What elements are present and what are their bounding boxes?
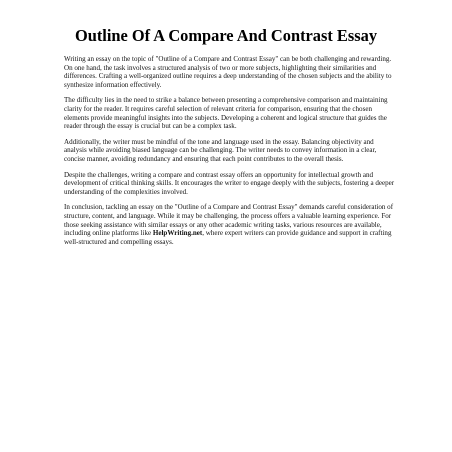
paragraph-tone: Additionally, the writer must be mindful of the tone and language used in the essay. Balancing objectivity and analysis while avoiding biased language can be challenging. The writer needs to convey information in a clear, concise manner, avoiding redundancy and ensuring that each point contributes to the overall thesis. <box>64 137 377 163</box>
paragraph-difficulty: The difficulty lies in the need to strike a balance between presenting a comprehensive comparison and maintaining clarity for the reader. It requires careful selection of relevant criteria for comparison, ensuring that the chosen elements provide meaningful insights into the subjects. Developing a coherent and logical structure that guides the reader through the essay is crucial but can be a complex task. <box>64 96 388 131</box>
conclusion-text-end: , where expert writers can provide guidance and support in crafting well-structured and compelling essays. <box>64 229 392 246</box>
conclusion-text-start: In conclusion, tackling an essay on the "Outline of a Compare and Contrast Essay" demands careful consideration of structure, content, and language. While it may be challenging, the process offers a valuable learning experience. For those seeking assistance with similar essays or any other academic writing tasks, various resources are available, including online platforms like <box>64 203 394 238</box>
paragraph-conclusion <box>64 203 396 246</box>
document-body <box>64 55 396 253</box>
paragraph-challenges: Despite the challenges, writing a compare and contrast essay offers an opportunity for intellectual growth and development of critical thinking skills. It encourages the writer to engage deeply with the subjects, fostering a deeper understanding of the complexities involved. <box>64 170 395 196</box>
page-title: Outline Of A Compare And Contrast Essay <box>74 26 378 45</box>
website-name: HelpWriting.net <box>152 229 203 238</box>
paragraph-intro: Writing an essay on the topic of "Outline of a Compare and Contrast Essay" can be both challenging and rewarding. On one hand, the task involves a structured analysis of two or more subjects, highlighting their similarities and differences. Crafting a well-organized outline requires a deep understanding of the chosen subjects and the ability to synthesize information effectively. <box>64 55 392 89</box>
